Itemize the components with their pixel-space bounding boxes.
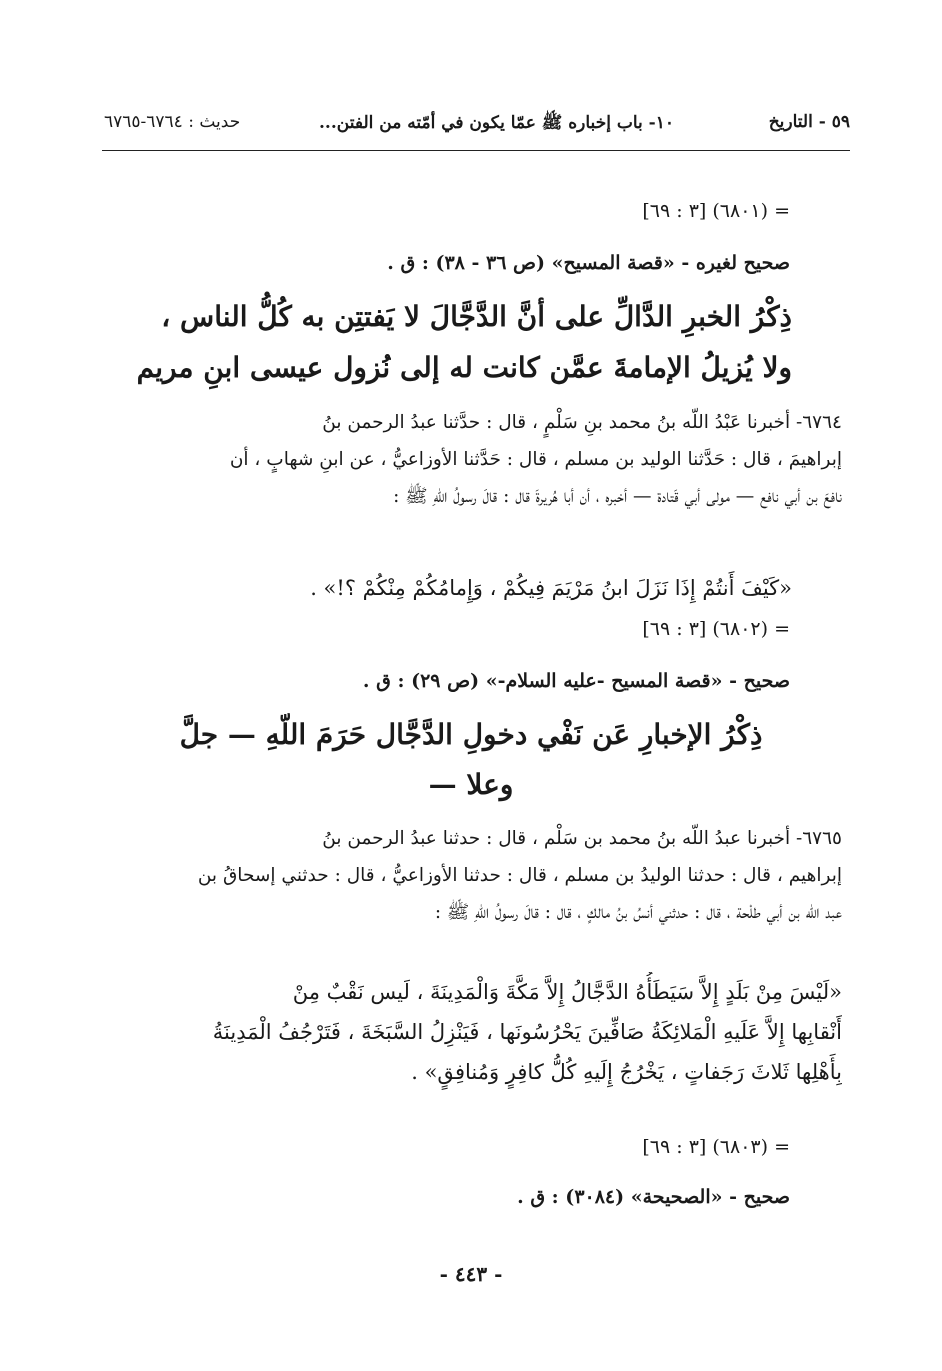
- text-line: إبراهيم ، قال : حدثنا الوليدُ بن مسلم ، قال : حدثنا الأوزاعيُّ ، قال : حدثني إسحاقُ بن: [197, 865, 842, 886]
- chapter-heading-line: ذِكْرُ الإخبارِ عَن نَفْي دخولِ الدَّجَّال حَرَمَ اللّهِ — جلَّ: [179, 718, 763, 751]
- page-number: - ٤٤٣ -: [439, 1262, 503, 1286]
- text-line: «كَيْفَ أَنتُمْ إِذَا نَزَلَ ابنُ مَرْيَمَ فِيكُمْ ، وَإِمامُكُمْ مِنْكُمْ ؟!» .: [310, 576, 792, 600]
- hadith-matn: [100, 972, 842, 1092]
- header-section-title: ١٠- باب إخباره ﷺ عمّا يكون في أمّته من الفتن...: [319, 113, 674, 133]
- hadith-isnad: [100, 404, 842, 515]
- text-line: بِأَهْلِها ثَلاثَ رَجَفاتٍ ، يَخْرُجُ إِلَيهِ كُلُّ كافِرٍ وَمُنافِقٍ» .: [411, 1060, 842, 1084]
- chapter-heading-line: ذِكْرُ الخبرِ الدَّالِّ على أنَّ الدَّجَّالَ لا يَفتتِن به كُلُّ الناس ،: [161, 300, 792, 333]
- chapter-heading-line: ولا يُزيلُ الإمامةَ عمَّن كانت له إلى نُزول عيسى ابنِ مريم: [136, 351, 792, 384]
- header-book-chapter: ٥٩ - التاريخ: [768, 112, 850, 132]
- cross-reference: = (٦٨٠١) [٣ : ٦٩]: [642, 200, 790, 222]
- header-hadith-range: حديث : ٦٧٦٤-٦٧٦٥: [104, 112, 241, 132]
- text-line: «لَيْسَ مِنْ بَلَدٍ إِلاَّ سَيَطَأُهُ الدَّجَّالُ إِلاَّ مَكَّةَ وَالْمَدِينَةَ ، لَيس نَقْبٌ مِنْ: [292, 980, 842, 1004]
- text-line: إبراهيمَ ، قال : حَدَّثنا الوليد بن مسلم ، قال : حَدَّثنا الأوزاعيُّ ، عن ابنِ شهابٍ ، أن: [229, 449, 842, 470]
- text-line: نافعَ بن أبي نافع — مولى أبي قَتادة — أخبره ، أن أبا هُريرةَ قال : قالَ رسولُ اللّهِ ﷺ :: [393, 486, 842, 507]
- hadith-isnad: [100, 820, 842, 931]
- text-line: ٦٧٦٤- أخبرنا عَبْدُ اللّه بنُ محمد بنِ سَلْمٍ ، قال : حدَّثنا عبدُ الرحمن بنُ: [322, 412, 842, 433]
- chapter-heading-line: وعلا —: [428, 768, 514, 801]
- grading-note: صحيح - «قصة المسيح -عليه السلام-» (ص ٢٩) : ق .: [362, 670, 790, 692]
- text-line: أَنْقابِها إِلاَّ عَلَيهِ الْمَلائِكَةُ صَافِّينَ يَحْرُسُونَها ، فَيَنْزِلُ السَّبَخَةَ ، فَتَرْجُفُ الْمَدِينَةُ: [212, 1020, 842, 1044]
- grading-note: صحيح لغيره - «قصة المسيح» (ص ٣٦ - ٣٨) : ق .: [387, 252, 790, 274]
- hadith-matn: [100, 568, 792, 608]
- cross-reference: = (٦٨٠٣) [٣ : ٦٩]: [642, 1136, 790, 1158]
- cross-reference: = (٦٨٠٢) [٣ : ٦٩]: [642, 618, 790, 640]
- grading-note: صحيح - «الصحيحة» (٣٠٨٤) : ق .: [517, 1186, 790, 1208]
- text-line: عبد اللّه بن أبي طلْحة ، قال : حدثني أنسُ بنُ مالكٍ ، قال : قالَ رسولُ اللّهِ ﷺ :: [434, 902, 842, 923]
- header-rule: [102, 150, 850, 151]
- text-line: ٦٧٦٥- أخبرنا عبدُ اللّه بنُ محمد بن سَلْم ، قال : حدثنا عبدُ الرحمن بنُ: [322, 828, 842, 849]
